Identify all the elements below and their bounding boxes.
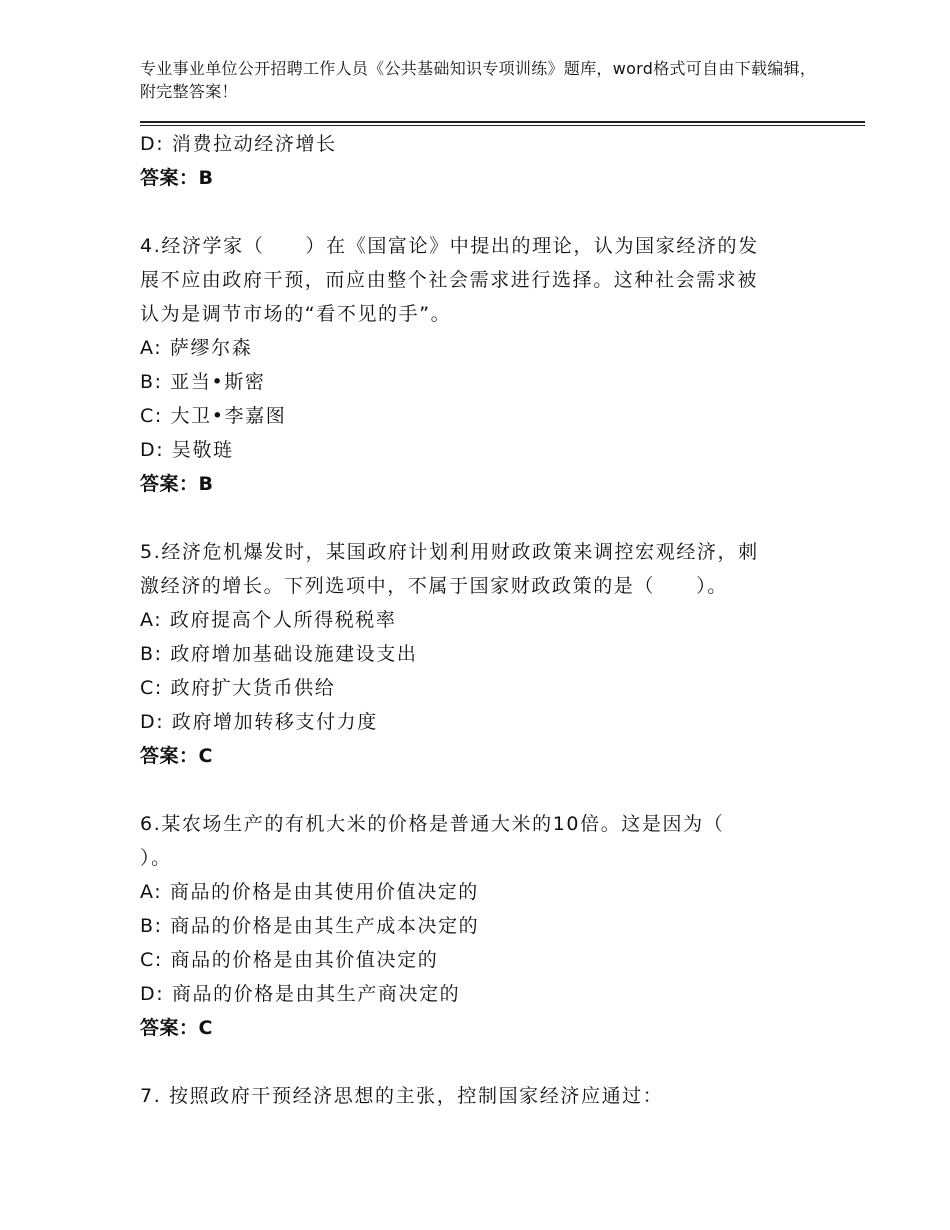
question-4-option-c: C: 大卫•李嘉图 — [140, 405, 287, 427]
header-rule-thick — [140, 121, 865, 123]
spacer — [140, 1045, 800, 1079]
header-text: 专业事业单位公开招聘工作人员《公共基础知识专项训练》题库，word格式可自由下载编辑，附完整答案！ — [140, 59, 817, 101]
question-6-option-a: A: 商品的价格是由其使用价值决定的 — [140, 881, 479, 903]
question-6-stem-line-1: 6.某农场生产的有机大米的价格是普通大米的10倍。这是因为（ — [140, 813, 725, 835]
question-4-option-d: D: 吴敬琏 — [140, 439, 234, 461]
document-header — [140, 57, 820, 103]
spacer — [140, 501, 800, 535]
question-5-option-d: D: 政府增加转移支付力度 — [140, 711, 378, 733]
spacer — [140, 195, 800, 229]
question-6-stem-line-2: ）。 — [140, 847, 172, 869]
prev-answer: 答案：B — [140, 167, 214, 189]
question-4-stem-line-3: 认为是调节市场的“看不见的手”。 — [140, 303, 452, 325]
prev-option-d: D: 消费拉动经济增长 — [140, 133, 337, 155]
question-6-option-b: B: 商品的价格是由其生产成本决定的 — [140, 915, 480, 937]
question-7-stem-line-1: 7. 按照政府干预经济思想的主张，控制国家经济应通过： — [140, 1085, 664, 1107]
question-6-option-d: D: 商品的价格是由其生产商决定的 — [140, 983, 461, 1005]
question-6-answer: 答案：C — [140, 1017, 213, 1039]
question-4 — [140, 229, 800, 501]
question-4-stem-line-2: 展不应由政府干预，而应由整个社会需求进行选择。这种社会需求被 — [140, 269, 759, 291]
question-5-stem-line-1: 5.经济危机爆发时，某国政府计划利用财政政策来调控宏观经济，刺 — [140, 541, 759, 563]
question-4-answer: 答案：B — [140, 473, 214, 495]
header-rule-thin — [140, 125, 865, 126]
question-7 — [140, 1079, 800, 1113]
question-5-option-b: B: 政府增加基础设施建设支出 — [140, 643, 418, 665]
question-5-answer: 答案：C — [140, 745, 213, 767]
question-5-option-c: C: 政府扩大货币供给 — [140, 677, 336, 699]
question-4-stem-line-1: 4.经济学家（ ）在《国富论》中提出的理论，认为国家经济的发 — [140, 235, 759, 257]
question-5-stem-line-2: 激经济的增长。下列选项中，不属于国家财政政策的是（ ）。 — [140, 575, 728, 597]
question-6-option-c: C: 商品的价格是由其价值决定的 — [140, 949, 439, 971]
question-6 — [140, 807, 800, 1045]
question-4-option-a: A: 萨缪尔森 — [140, 337, 253, 359]
spacer — [140, 773, 800, 807]
question-4-option-b: B: 亚当•斯密 — [140, 371, 266, 393]
question-5 — [140, 535, 800, 773]
question-5-option-a: A: 政府提高个人所得税税率 — [140, 609, 397, 631]
document-body — [140, 127, 800, 1113]
